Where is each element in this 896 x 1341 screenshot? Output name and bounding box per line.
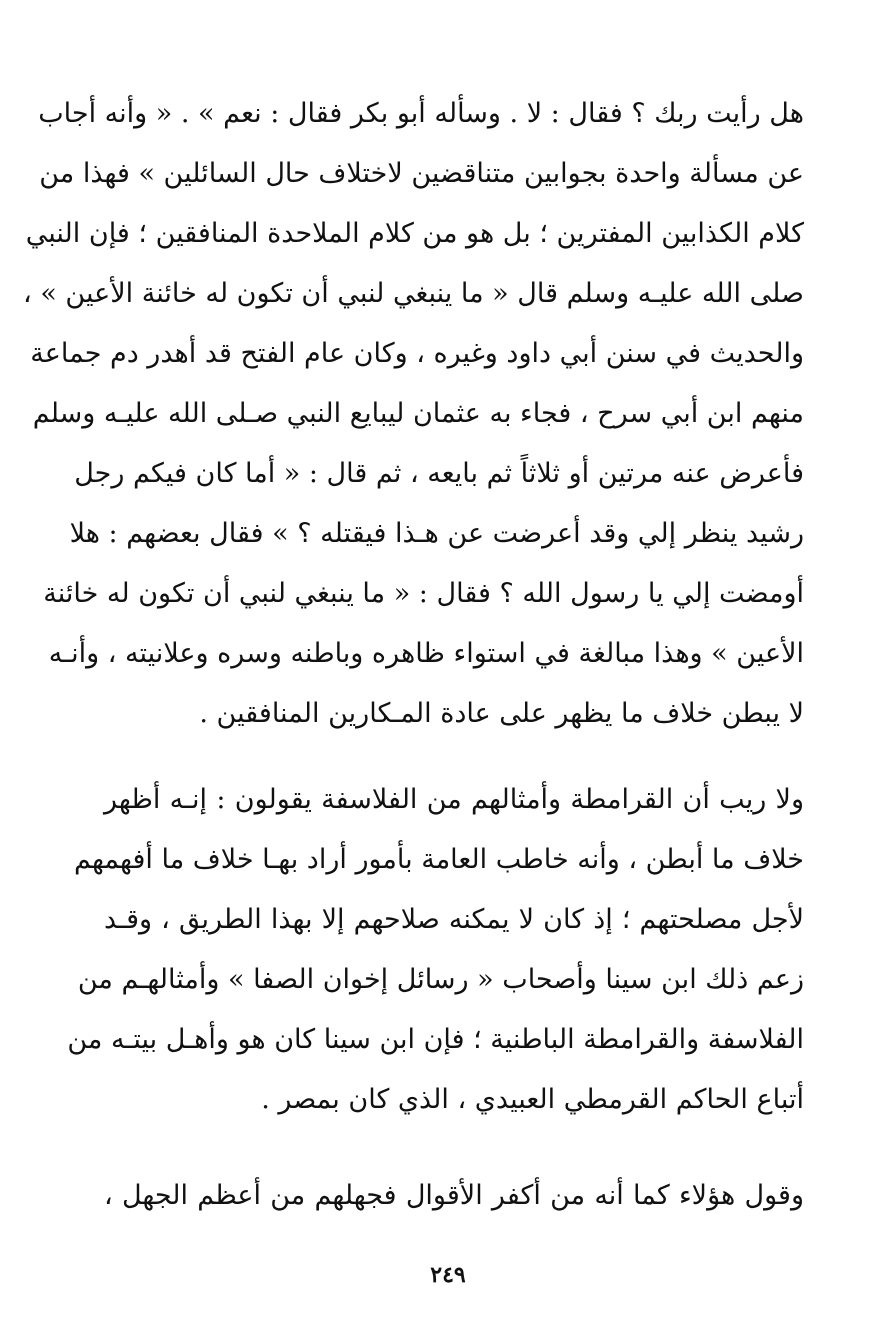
paragraph-3 <box>104 1166 804 1226</box>
text-line: أتباع الحاكم القرمطي العبيدي ، الذي كان بمصر . <box>261 1084 804 1115</box>
page-number: ٢٤٩ <box>430 1262 466 1288</box>
text-line: صلى الله عليـه وسلم قال « ما ينبغي لنبي أن تكون له خائنة الأعين » ، <box>23 278 804 309</box>
text-line: الفلاسفة والقرامطة الباطنية ؛ فإن ابن سينا كان هو وأهـل بيتـه من <box>67 1024 804 1055</box>
text-line: رشيد ينظر إلي وقد أعرضت عن هـذا فيقتله ؟ » فقال بعضهم : هلا <box>69 518 804 549</box>
paragraph-2 <box>67 770 804 1130</box>
text-line: عن مسألة واحدة بجوابين متناقضين لاختلاف حال السائلين » فهذا من <box>39 158 804 189</box>
paragraph-1 <box>23 84 804 744</box>
text-line: ولا ريب أن القرامطة وأمثالهم من الفلاسفة يقولون : إنـه أظهر <box>104 784 804 815</box>
text-line: والحديث في سنن أبي داود وغيره ، وكان عام الفتح قد أهدر دم جماعة <box>30 338 804 369</box>
text-line: زعم ذلك ابن سينا وأصحاب « رسائل إخوان الصفا » وأمثالهـم من <box>77 964 804 995</box>
text-line: لأجل مصلحتهم ؛ إذ كان لا يمكنه صلاحهم إلا بهذا الطريق ، وقـد <box>104 904 804 935</box>
text-line: منهم ابن أبي سرح ، فجاء به عثمان ليبايع النبي صـلى الله عليـه وسلم <box>32 398 804 429</box>
text-line: هل رأيت ربك ؟ فقال : لا . وسأله أبو بكر فقال : نعم » . « وأنه أجاب <box>38 98 804 129</box>
text-line: وقول هؤلاء كما أنه من أكفر الأقوال فجهلهم من أعظم الجهل ، <box>104 1180 804 1211</box>
text-line: كلام الكذابين المفترين ؛ بل هو من كلام الملاحدة المنافقين ؛ فإن النبي <box>25 218 804 249</box>
text-line: خلاف ما أبطن ، وأنه خاطب العامة بأمور أراد بهـا خلاف ما أفهمهم <box>74 844 804 875</box>
text-line: الأعين » وهذا مبالغة في استواء ظاهره وباطنه وسره وعلانيته ، وأنـه <box>48 638 804 669</box>
text-line: فأعرض عنه مرتين أو ثلاثاً ثم بايعه ، ثم قال : « أما كان فيكم رجل <box>74 458 804 489</box>
text-line: أومضت إلي يا رسول الله ؟ فقال : « ما ينبغي لنبي أن تكون له خائنة <box>43 578 804 609</box>
text-line: لا يبطن خلاف ما يظهر على عادة المـكارين المنافقين . <box>199 698 804 729</box>
